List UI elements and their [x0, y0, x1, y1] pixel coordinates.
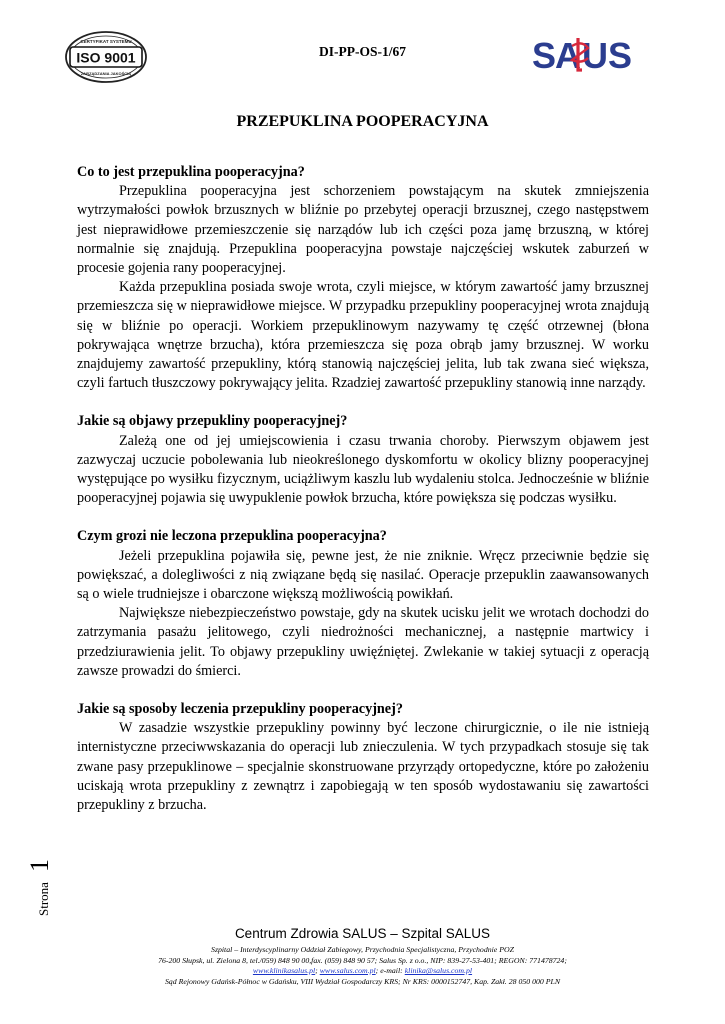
section-risks — [77, 527, 649, 681]
page-title: PRZEPUKLINA POOPERACYJNA — [236, 113, 489, 130]
paragraph: W zasadzie wszystkie przepukliny powinny być leczone chirurgicznie, o ile nie istnieją internistyczne przeciwwskazania do operacji lub znieczulenia. W tych przypadkach stosuje się tak zwane pasy przepuklinowe – specjalnie skonstruowane przyrządy ortopedyczne, które po założeniu uciskają wrota przepukliny z zewnątrz i zapobiegają w ten sposób wydostawaniu się zawartości przepukliny z brzucha. — [77, 720, 649, 814]
svg-text:SA: SA — [532, 35, 581, 76]
footer-title: Centrum Zdrowia SALUS – Szpital SALUS — [234, 926, 491, 941]
paragraph: Jeżeli przepuklina pojawiła się, pewne jest, że nie zniknie. Wręcz przeciwnie będzie się powiększać, a dolegliwości z nią związane będą się nasilać. Operacje przepuklin zaawansowanych są o wiele trudniejsze i obarczone większą możliwością powikłań. — [77, 547, 649, 603]
section-heading: Czym grozi nie leczona przepuklina pooperacyjna? — [77, 528, 387, 545]
section-heading: Jakie są objawy przepukliny pooperacyjnej? — [77, 413, 348, 430]
section-heading: Jakie są sposoby leczenia przepukliny pooperacyjnej? — [77, 701, 403, 718]
link-klinikasalus[interactable]: www.klinikasalus.pl — [252, 966, 316, 975]
page-label-text: Strona — [36, 882, 51, 916]
iso-top-text: CERTYFIKAT SYSTEMU — [80, 39, 132, 44]
footer-line-departments: Szpital – Interdyscyplinarny Oddział Zabiegowy, Przychodnia Specjalistyczna, Przychodnie POZ — [211, 945, 514, 954]
salus-logo — [532, 34, 652, 76]
page-label-number: 1 — [25, 859, 54, 872]
document-code: DI-PP-OS-1/67 — [319, 44, 406, 59]
footer-line-registry: Sąd Rejonowy Gdańsk-Północ w Gdańsku, VIII Wydział Gospodarczy KRS; Nr KRS: 0000152747, Kap. Zakł. 28 050 000 PLN — [164, 976, 561, 986]
document-body — [77, 163, 649, 834]
section-treatment — [77, 700, 649, 815]
page-footer — [0, 926, 725, 987]
footer-separator: ; — [315, 966, 320, 975]
footer-line-address: 76-200 Słupsk, ul. Zielona 8, tel./059) 848 90 00,fax. (059) 848 90 57; Salus Sp. z o.o., NIP: 839-27-53-401; REGON: 771478724; — [158, 955, 567, 965]
iso-main-text: ISO 9001 — [76, 49, 136, 66]
page-number-label — [14, 848, 64, 918]
svg-text:U: U — [582, 35, 607, 76]
svg-text:S: S — [608, 35, 633, 76]
paragraph: Każda przepuklina posiada swoje wrota, czyli miejsce, w którym zawartość jamy brzusznej przemieszcza się w nieprawidłowe miejsce. W przypadku przepukliny pooperacyjnej wrota znajdują się w bliźnie po operacji. Workiem przepuklinowym nazywamy tę część otrzewnej (błona pokrywająca wnętrze brzucha), która przemieszcza się poza obrąb jamy brzusznej. W worku znajdujemy zawartość przepukliny, którą stanowią najczęściej jelita, lub tak zwana sieć większa, czyli fartuch tłuszczowy pokrywający jelita. Rzadziej zawartość przepukliny stanowią inne narządy. — [77, 279, 649, 392]
section-heading: Co to jest przepuklina pooperacyjna? — [77, 164, 305, 180]
link-salus[interactable]: www.salus.com.pl — [319, 966, 376, 975]
section-definition — [77, 163, 649, 393]
footer-line-links — [0, 966, 725, 977]
section-symptoms — [77, 412, 649, 508]
email-label: ; e-mail: — [375, 966, 405, 975]
paragraph: Przepuklina pooperacyjna jest schorzeniem powstającym na skutek zmniejszenia wytrzymałości powłok brzusznych w bliźnie po przebytej operacji brzusznej, czego następstwem jest nieprawidłowe przemieszczenie się narządów lub ich części poza jamę brzuszną, w której normalnie się znajdują. Przepuklina pooperacyjna powstaje najczęściej wskutek zaburzeń w procesie gojenia rany pooperacyjnej. — [77, 183, 649, 277]
paragraph: Zależą one od jej umiejscowienia i czasu trwania choroby. Pierwszym objawem jest zazwyczaj uczucie pobolewania lub nieokreślonego dyskomfortu w okolicy blizny pooperacyjnej występujące po wysiłku fizycznym, uciążliwym kaszlu lub wydaleniu stolca. Jednocześnie w bliźnie pooperacyjnej pojawia się uwypuklenie powłok brzucha, które powiększa się podczas wysiłku. — [77, 432, 649, 507]
email-link[interactable]: klinika@salus.com.pl — [404, 966, 473, 975]
iso-bottom-text: ZARZĄDZANIA JAKOŚCIĄ — [80, 71, 132, 76]
paragraph: Największe niebezpieczeństwo powstaje, gdy na skutek ucisku jelit we wrotach dochodzi do zatrzymania pasażu jelitowego, czyli niedrożności mechanicznej, a następnie martwicy i przedziurawienia jelit. To objawy przepukliny uwięźniętej. Zwlekanie w takiej sytuacji z operacją zawsze prowadzi do śmierci. — [77, 605, 649, 679]
